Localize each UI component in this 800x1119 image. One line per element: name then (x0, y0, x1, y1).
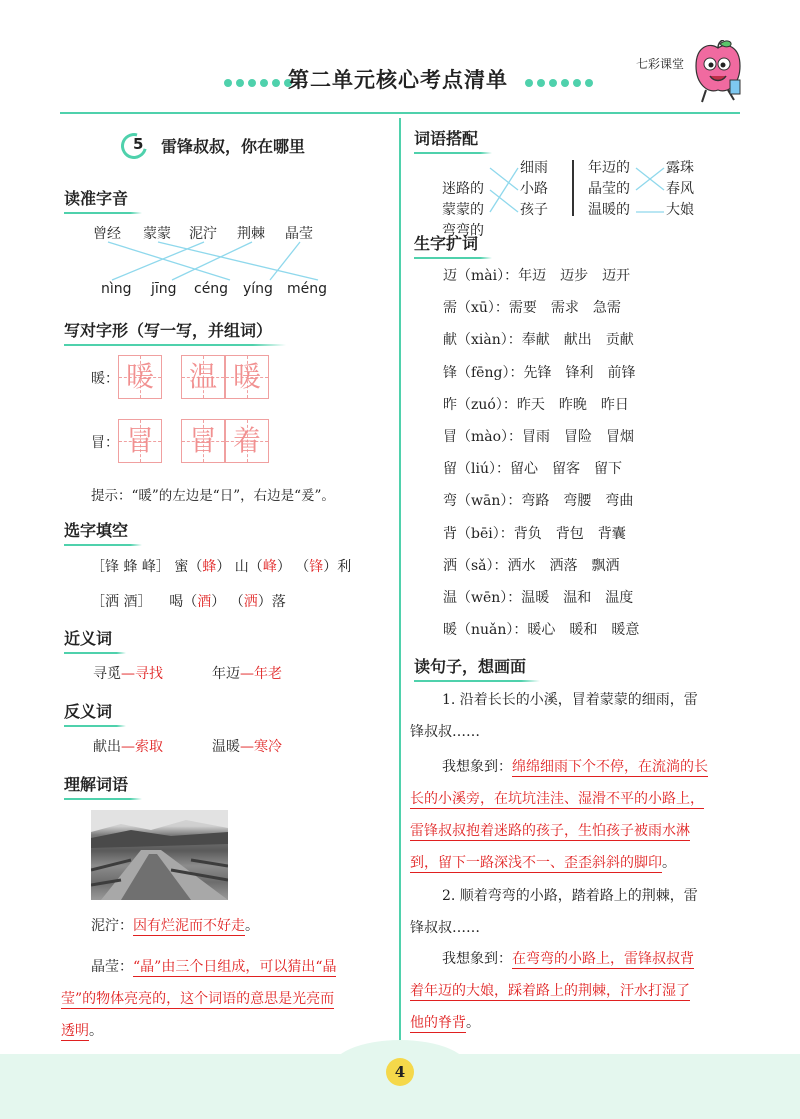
writing-hint: 提示：“暖”的左边是“日”，右边是“爰”。 (91, 488, 335, 504)
read-answer-1-line-3: 雷锋叔叔抱着迷路的孩子，生怕孩子被雨水淋 (410, 823, 690, 839)
read-sentence-1-line-1: 1. 沿着长长的小溪，冒着蒙蒙的细雨，雷 (442, 692, 698, 708)
expand-row: 留（liú）：留心 留客 留下 (443, 461, 622, 477)
fill-answer: 蜂 (202, 559, 217, 575)
expand-row: 背（bēi）：背负 背包 背囊 (443, 526, 626, 542)
writing-char: 冒 (125, 424, 154, 457)
pronunciation-word: 荆棘 (237, 226, 265, 242)
fill-answer: 峰 (262, 559, 277, 575)
read-sentence-2-line-1: 2. 顺着弯弯的小路，踏着路上的荆棘，雷 (442, 888, 698, 904)
pronunciation-match-lines (90, 240, 350, 284)
writing-label: 冒： (91, 435, 119, 451)
pinyin: céng (194, 281, 229, 297)
synonym-answer: 寻找 (135, 666, 163, 682)
fill-options: ［洒 酒］ (91, 594, 152, 610)
section-pronunciation: 读准字音 (64, 186, 128, 209)
expand-row: 洒（sǎ）：洒水 洒落 飘洒 (443, 558, 620, 574)
understand-answer: 因有烂泥而不好走 (133, 918, 245, 934)
apple-mascot-icon (690, 40, 746, 104)
understand-item-2-line-2: 莹”的物体亮亮的，这个词语的意思是光亮而 (61, 991, 335, 1007)
expand-row: 需（xū）：需要 需求 急需 (443, 300, 621, 316)
fill-answer: 锋 (309, 559, 324, 575)
synonym-pair: 年迈—年老 (212, 666, 282, 682)
read-answer-2-line-3: 他的脊背。 (410, 1015, 480, 1031)
antonym-pair: 献出—索取 (93, 739, 163, 755)
section-expand: 生字扩词 (414, 231, 478, 254)
understand-item-2-line-1: 晶莹：“晶”由三个日组成，可以猜出“晶 (91, 959, 337, 975)
read-answer-1-line-1: 我想象到：绵绵细雨下个不停，在流淌的长 (442, 759, 708, 775)
synonym-answer: 年老 (254, 666, 282, 682)
matching-left-a: 迷路的 蒙蒙的 弯弯的 (442, 181, 484, 239)
fill-row-2: ［洒 酒］ 喝（酒） （洒）落 (91, 594, 286, 610)
page-number: 4 (386, 1058, 414, 1086)
matching-right-b: 露珠 春风 大娘 (666, 160, 694, 218)
writing-char: 温 (188, 360, 217, 393)
matching-divider (572, 160, 574, 216)
writing-char: 暖 (232, 360, 261, 393)
section-fill: 选字填空 (64, 518, 128, 541)
read-answer-2-line-1: 我想象到：在弯弯的小路上，雷锋叔叔背 (442, 951, 694, 967)
pinyin: jīng (151, 281, 177, 297)
antonym-answer: 索取 (135, 739, 163, 755)
brand-label: 七彩课堂 (636, 57, 685, 71)
pronunciation-word: 泥泞 (189, 226, 217, 242)
section-synonyms: 近义词 (64, 626, 112, 649)
antonym-answer: 寒冷 (254, 739, 282, 755)
expand-row: 温（wēn）：温暖 温和 温度 (443, 590, 634, 606)
title-dots-right (525, 79, 593, 87)
column-divider (399, 118, 401, 1048)
expand-row: 弯（wān）：弯路 弯腰 弯曲 (443, 493, 634, 509)
fill-answer: 洒 (243, 594, 258, 610)
muddy-road-photo (91, 810, 228, 900)
header-divider (60, 112, 740, 114)
read-sentence-2-line-2: 锋叔叔…… (410, 920, 480, 936)
lesson-title: 雷锋叔叔，你在哪里 (161, 137, 306, 156)
pinyin: nìng (101, 281, 132, 297)
read-sentence-1-line-2: 锋叔叔…… (410, 724, 480, 740)
read-answer-1-line-2: 长的小溪旁，在坑坑洼洼、湿滑不平的小路上， (410, 791, 704, 807)
pinyin: méng (287, 281, 328, 297)
section-understand: 理解词语 (64, 772, 128, 795)
writing-char: 着 (232, 424, 261, 457)
fill-answer: 酒 (197, 594, 212, 610)
writing-label: 暖： (91, 371, 119, 387)
section-antonyms: 反义词 (64, 699, 112, 722)
expand-row: 锋（fēng）：先锋 锋利 前锋 (443, 365, 636, 381)
pronunciation-word: 晶莹 (285, 226, 313, 242)
pinyin: yíng (243, 281, 273, 297)
pronunciation-word: 曾经 (93, 226, 121, 242)
pronunciation-word: 蒙蒙 (143, 226, 171, 242)
synonym-pair: 寻觅—寻找 (93, 666, 163, 682)
understand-item-1: 泥泞：因有烂泥而不好走。 (91, 918, 259, 934)
expand-row: 献（xiàn）：奉献 献出 贡献 (443, 332, 634, 348)
writing-char: 暖 (125, 360, 154, 393)
understand-item-2-line-3: 透明。 (61, 1023, 103, 1039)
page-title: 第二单元核心考点清单 (288, 67, 508, 92)
writing-char: 冒 (188, 424, 217, 457)
expand-row: 冒（mào）：冒雨 冒险 冒烟 (443, 429, 635, 445)
section-read: 读句子，想画面 (414, 654, 526, 677)
matching-left-b: 细雨 小路 孩子 (520, 160, 548, 218)
read-answer-2-line-2: 着年迈的大娘，踩着路上的荆棘，汗水打湿了 (410, 983, 690, 999)
fill-row-1: ［锋 蜂 峰］ 蜜（蜂） 山（峰） （锋）利 (91, 559, 352, 575)
expand-row: 暖（nuǎn）：暖心 暖和 暖意 (443, 622, 640, 638)
expand-row: 昨（zuó）：昨天 昨晚 昨日 (443, 397, 629, 413)
fill-options: ［锋 蜂 峰］ (91, 559, 170, 575)
expand-row: 迈（mài）：年迈 迈步 迈开 (443, 268, 631, 284)
read-answer-1-line-4: 到，留下一路深浅不一、歪歪斜斜的脚印。 (410, 855, 676, 871)
section-matching: 词语搭配 (414, 126, 478, 149)
section-writing: 写对字形（写一写，并组词） (64, 318, 272, 341)
antonym-pair: 温暖—寒冷 (212, 739, 282, 755)
title-dots-left (224, 79, 292, 87)
matching-lines-left (488, 160, 520, 222)
lesson-number: 5 (133, 135, 144, 153)
matching-right-a: 年迈的 晶莹的 温暖的 (588, 160, 630, 218)
matching-lines-right (634, 160, 666, 222)
